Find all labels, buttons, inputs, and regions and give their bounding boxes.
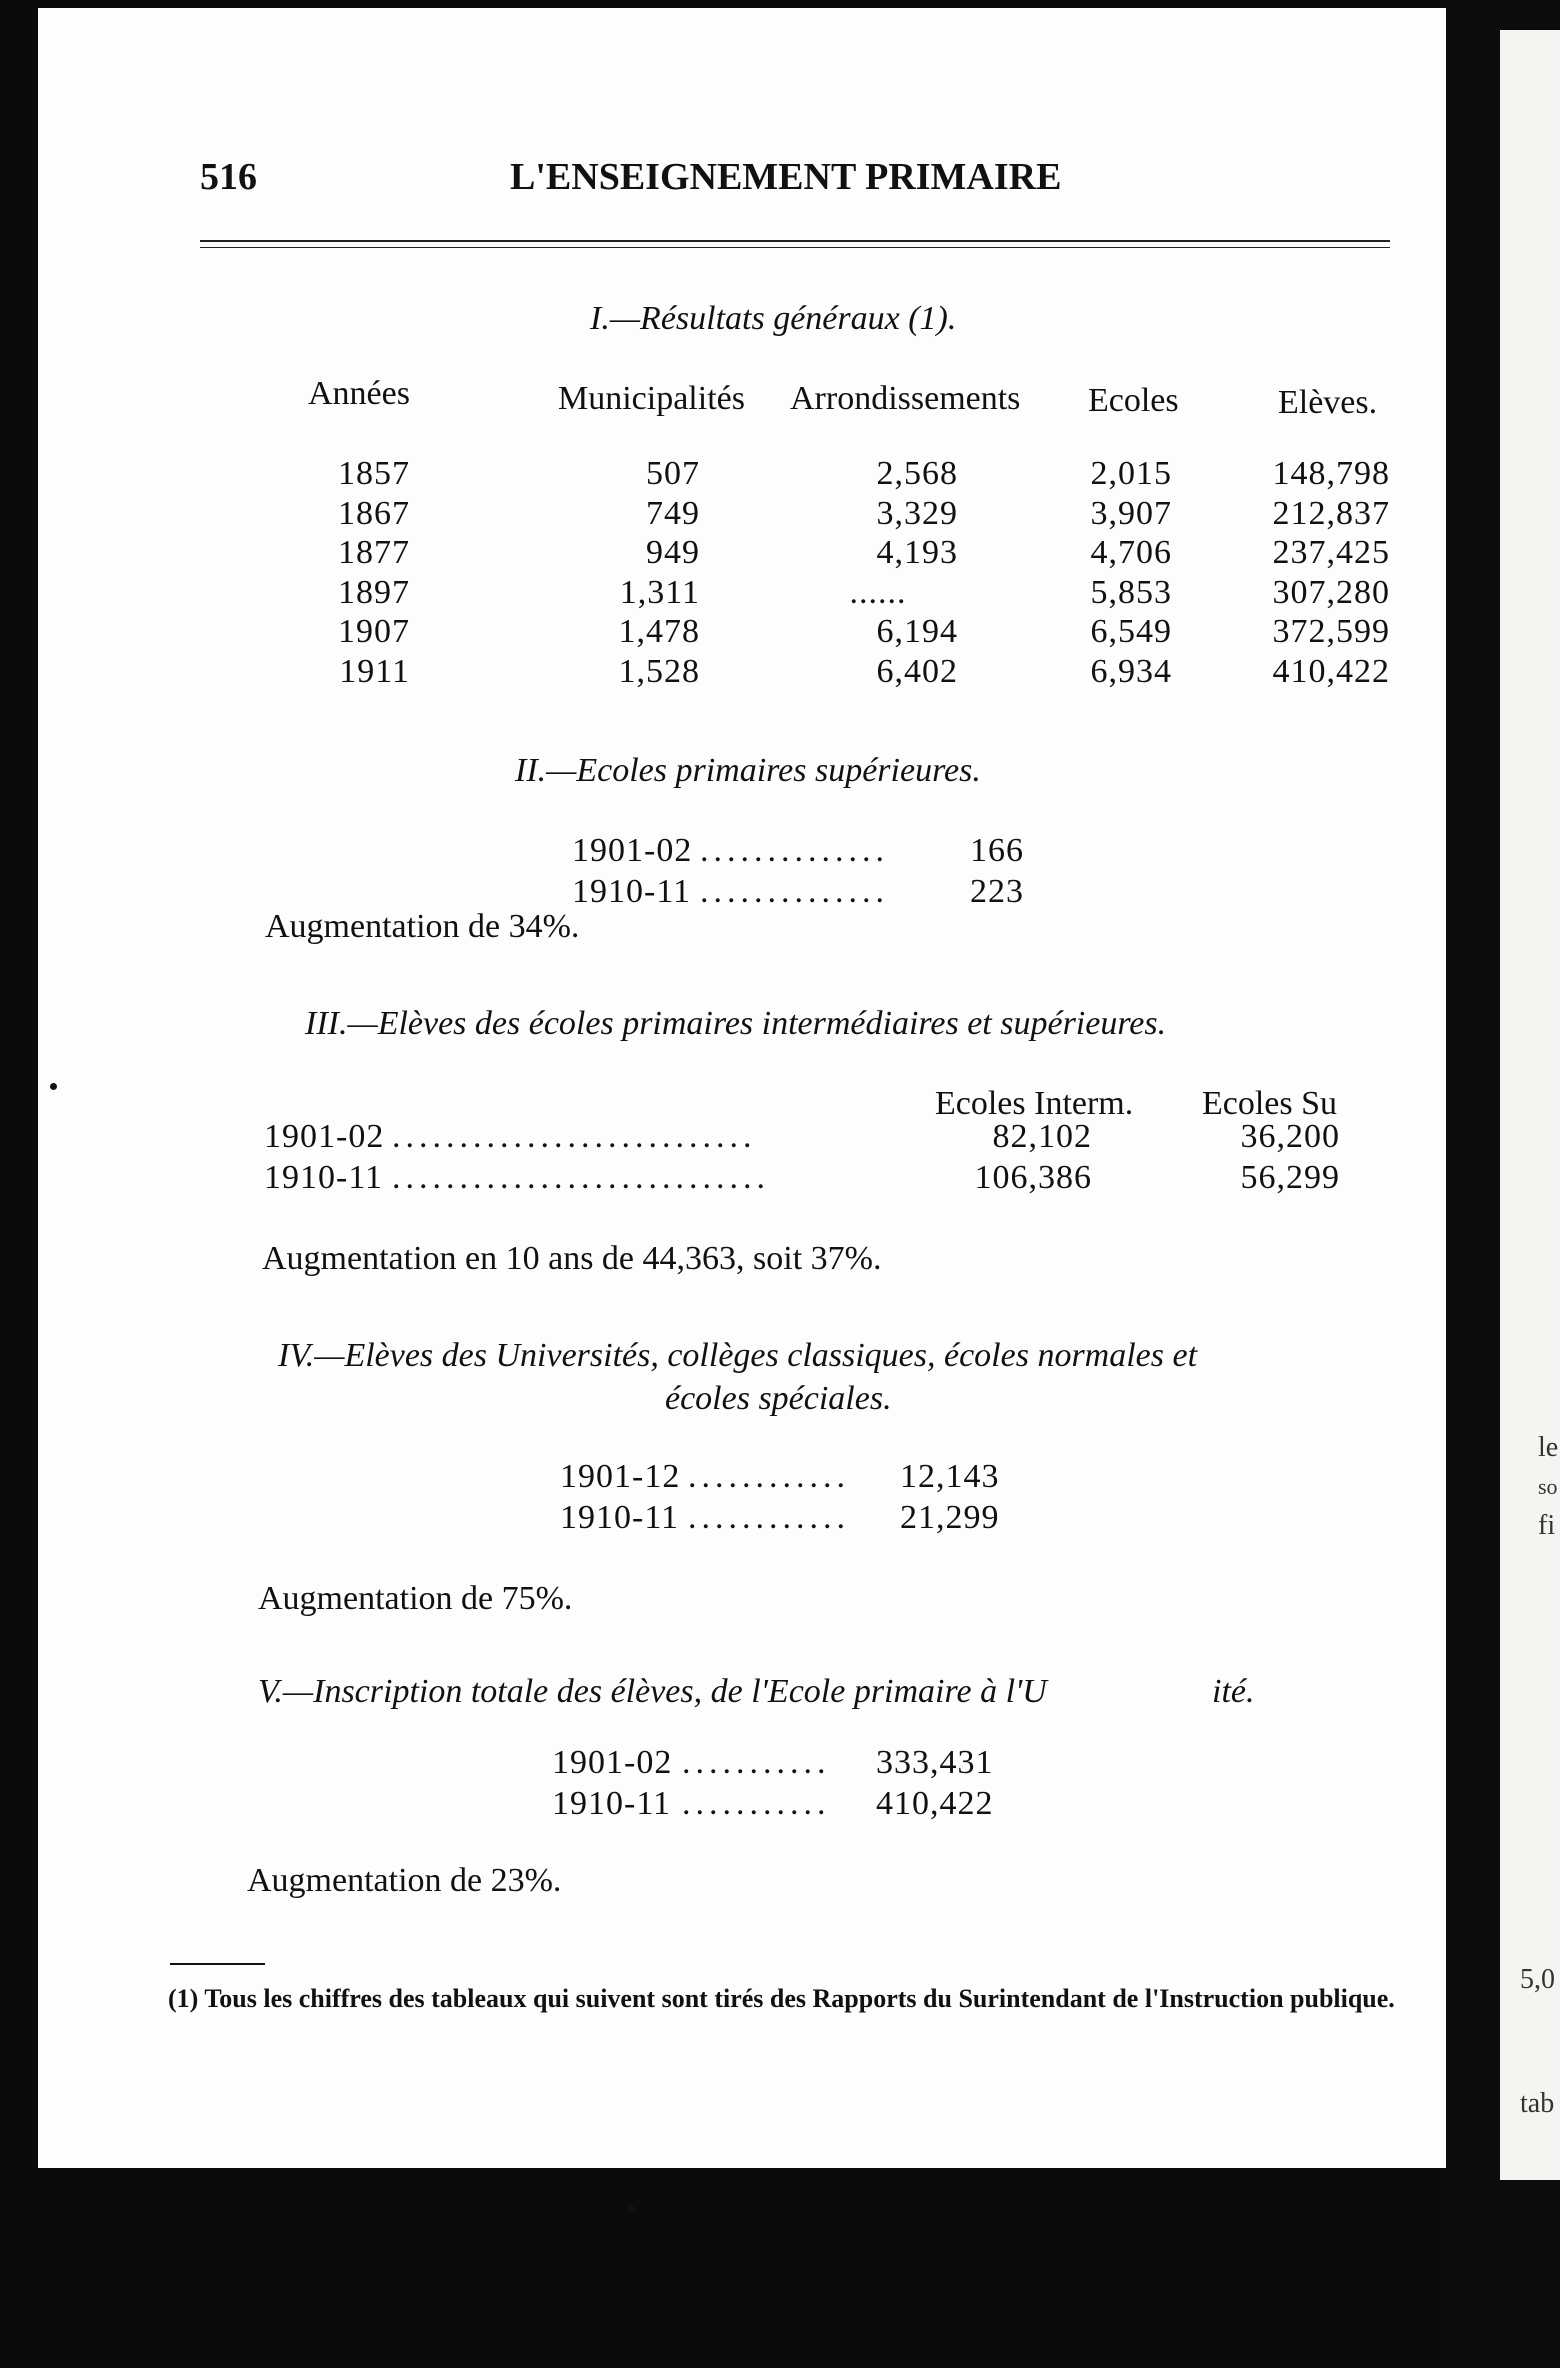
- cell-interm: 82,102: [992, 1118, 1092, 1155]
- cell-arrondissements: ......: [849, 573, 907, 611]
- cell-eleves: 307,280: [1272, 573, 1390, 611]
- cell-municipalites: 507: [646, 455, 700, 492]
- page-number: 516: [200, 156, 257, 198]
- row-dot-leader: ...........: [682, 1744, 831, 1781]
- footnote: (1) Tous les chiffres des tableaux qui suivent sont tirés des Rapports du Surintendant de l'Instruction publique.: [168, 1984, 1395, 2013]
- cell-arrondissements: 4,193: [876, 534, 958, 571]
- row-dot-leader: ..............: [700, 832, 889, 869]
- row-year: 1910-11: [560, 1499, 680, 1536]
- cell-annee: 1877: [338, 534, 410, 571]
- cell-municipalites: 1,311: [619, 573, 700, 611]
- edge-fragment: so: [1538, 1474, 1558, 1499]
- row-dot-leader: ............................: [392, 1159, 770, 1196]
- row-value: 333,431: [876, 1744, 994, 1781]
- row-value: 410,422: [876, 1785, 994, 1822]
- col-header-interm: Ecoles Interm.: [935, 1085, 1134, 1122]
- section-3-note: Augmentation en 10 ans de 44,363, soit 37%.: [262, 1240, 882, 1277]
- section-5-title-tail: ité.: [1212, 1673, 1255, 1710]
- row-year: 1910-11: [572, 873, 692, 910]
- section-4-title-line2: écoles spéciales.: [665, 1380, 892, 1417]
- cell-arrondissements: 6,194: [876, 613, 958, 650]
- cell-annee: 1911: [339, 652, 410, 690]
- cell-municipalites: 749: [646, 494, 700, 532]
- row-year: 1901-02: [264, 1118, 385, 1155]
- edge-fragment: le: [1538, 1432, 1559, 1463]
- col-header-sup: Ecoles Su: [1202, 1085, 1338, 1122]
- row-year: 1910-11: [552, 1785, 672, 1822]
- cell-annee: 1907: [338, 613, 410, 650]
- col-header-eleves: Elèves.: [1278, 384, 1378, 421]
- row-value: 166: [970, 832, 1024, 869]
- cell-municipalites: 949: [646, 534, 700, 571]
- row-value: 21,299: [900, 1499, 1000, 1536]
- adjacent-page-edge: [1500, 30, 1560, 2180]
- header-rule-thin: [200, 247, 1390, 248]
- cell-ecoles: 2,015: [1090, 455, 1172, 492]
- cell-eleves: 148,798: [1272, 455, 1390, 492]
- header-rule: [200, 240, 1390, 242]
- cell-interm: 106,386: [974, 1159, 1092, 1196]
- cell-ecoles: 3,907: [1090, 494, 1172, 532]
- cell-ecoles: 6,549: [1090, 613, 1172, 650]
- row-dot-leader: ...........................: [392, 1118, 757, 1155]
- row-year: 1901-02: [552, 1744, 673, 1781]
- section-2-note: Augmentation de 34%.: [265, 908, 580, 945]
- section-2-title: II.—Ecoles primaires supérieures.: [515, 752, 981, 789]
- cell-eleves: 212,837: [1272, 494, 1390, 532]
- section-3-title: III.—Elèves des écoles primaires intermédiaires et supérieures.: [305, 1005, 1167, 1042]
- margin-mark: [50, 1083, 57, 1090]
- edge-fragment: tab: [1520, 2088, 1555, 2119]
- col-header-arrondissements: Arrondissements: [790, 380, 1021, 417]
- row-dot-leader: ............: [688, 1499, 850, 1536]
- section-4-title-line1: IV.—Elèves des Universités, collèges classiques, écoles normales et: [278, 1337, 1198, 1374]
- row-dot-leader: ..............: [700, 873, 889, 910]
- row-year: 1901-02: [572, 832, 693, 869]
- cell-ecoles: 6,934: [1090, 652, 1172, 690]
- cell-sup: 56,299: [1240, 1159, 1340, 1196]
- section-5-note: Augmentation de 23%.: [247, 1862, 562, 1899]
- section-4-note: Augmentation de 75%.: [258, 1580, 573, 1617]
- cell-municipalites: 1,528: [618, 652, 700, 690]
- row-value: 223: [970, 873, 1024, 910]
- cell-arrondissements: 6,402: [876, 652, 958, 690]
- edge-fragment: fi: [1538, 1510, 1556, 1541]
- col-header-annees: Années: [308, 375, 410, 412]
- cell-ecoles: 4,706: [1090, 534, 1172, 571]
- cell-annee: 1857: [338, 455, 410, 492]
- cell-municipalites: 1,478: [618, 613, 700, 650]
- cell-annee: 1867: [338, 494, 410, 532]
- row-year: 1901-12: [560, 1458, 681, 1495]
- footnote-rule: [170, 1963, 265, 1965]
- cell-ecoles: 5,853: [1090, 573, 1172, 611]
- col-header-ecoles: Ecoles: [1088, 382, 1179, 419]
- row-dot-leader: ............: [688, 1458, 850, 1495]
- running-title: L'ENSEIGNEMENT PRIMAIRE: [510, 156, 1062, 198]
- cell-eleves: 237,425: [1272, 534, 1390, 571]
- cell-eleves: 410,422: [1272, 652, 1390, 690]
- cell-eleves: 372,599: [1272, 613, 1390, 650]
- row-value: 12,143: [900, 1458, 1000, 1495]
- row-dot-leader: ...........: [682, 1785, 831, 1822]
- row-year: 1910-11: [264, 1159, 384, 1196]
- section-5-title: V.—Inscription totale des élèves, de l'Ecole primaire à l'U: [258, 1673, 1047, 1710]
- edge-fragment: 5,0: [1520, 1964, 1555, 1995]
- margin-mark: [628, 2205, 635, 2212]
- cell-sup: 36,200: [1240, 1118, 1340, 1155]
- col-header-municipalites: Municipalités: [558, 380, 745, 417]
- cell-arrondissements: 2,568: [876, 455, 958, 492]
- cell-arrondissements: 3,329: [876, 494, 958, 532]
- cell-annee: 1897: [338, 573, 410, 611]
- section-1-title: I.—Résultats généraux (1).: [590, 300, 957, 337]
